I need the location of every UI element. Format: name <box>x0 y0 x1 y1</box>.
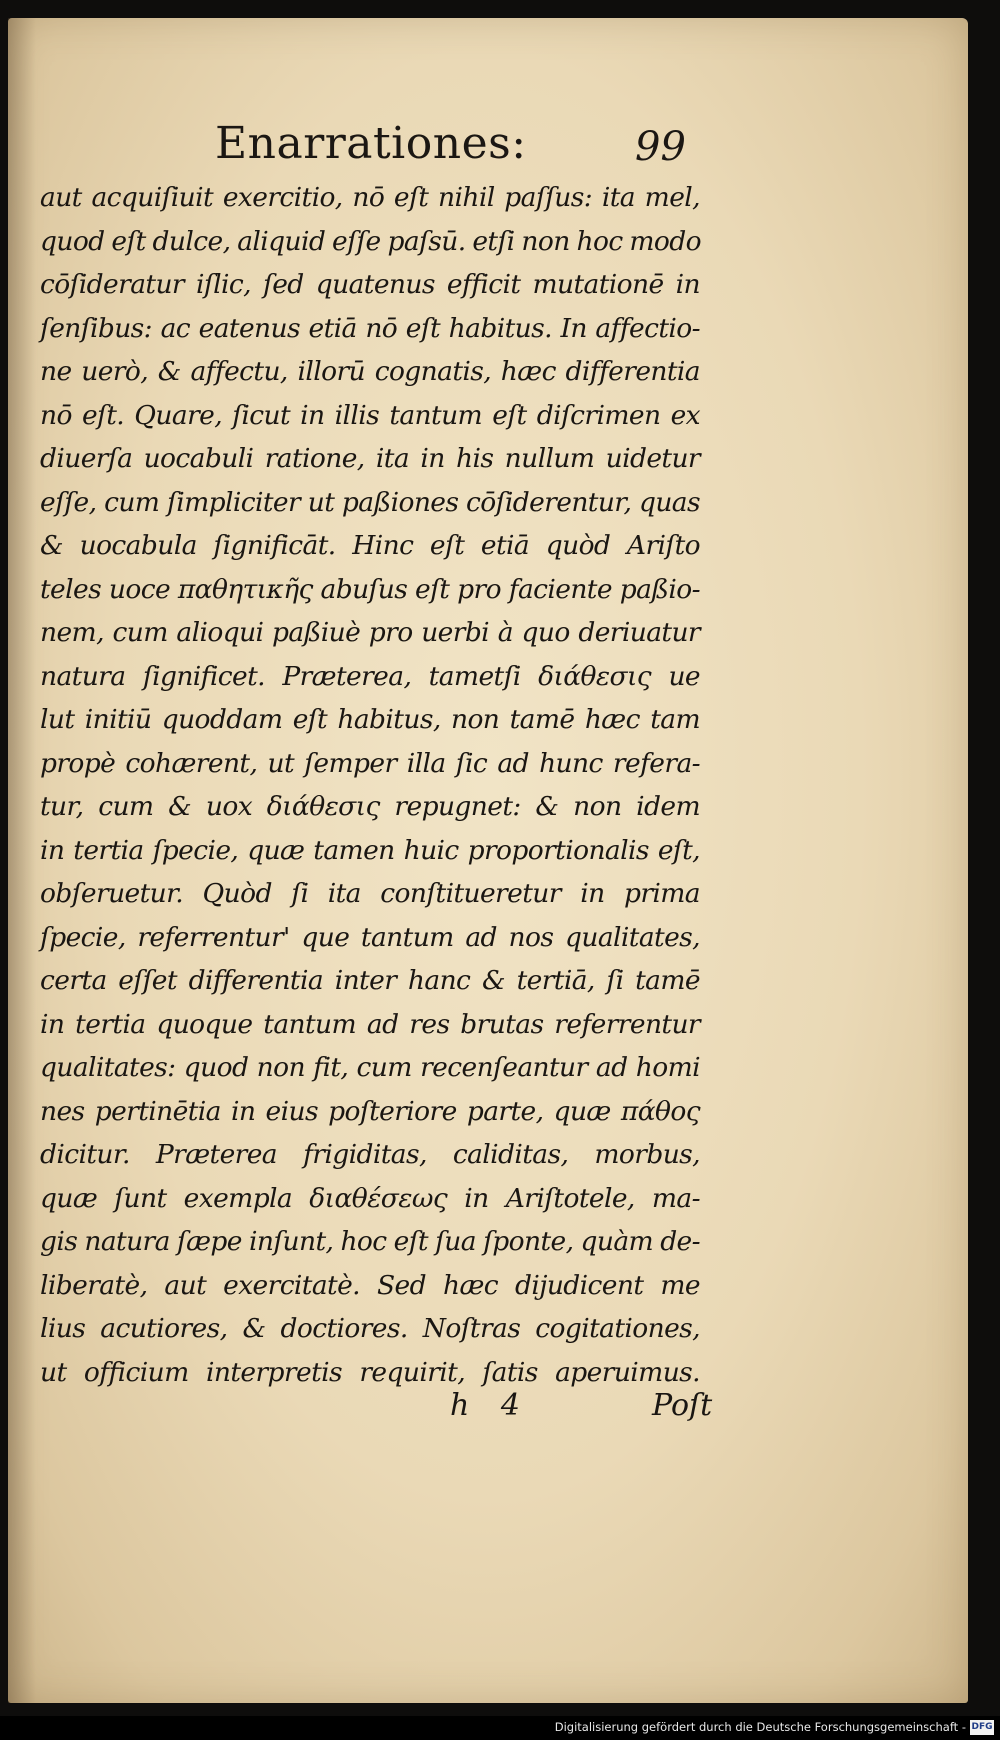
page-gutter-shadow <box>8 18 36 1703</box>
text-line: aut acquiſiuit exercitio, nō eſt nihil paſſus: ita mel, <box>40 182 700 213</box>
text-line: teles uoce παθητικῆς abuſus eſt pro faciente paßio- <box>40 573 700 605</box>
text-line: ſenſibus: ac eatenus etiā nō eſt habitus. In affectio- <box>40 312 700 344</box>
funding-credit: Digitalisierung gefördert durch die Deutsche Forschungsgemeinschaft - <box>554 1720 966 1734</box>
running-head: Enarrationes: <box>215 118 527 169</box>
catchword: Poſt <box>652 1388 713 1423</box>
text-line: liberatè, aut exercitatè. Sed hæc dijudicent me <box>40 1269 700 1301</box>
text-line: quæ ſunt exempla διαθέσεως in Ariſtotele, ma- <box>40 1182 700 1214</box>
text-line: certa eſſet differentia inter hanc & tertiā, ſi tamē <box>40 965 700 996</box>
text-line: gis natura ſæpe inſunt, hoc eſt ſua ſponte, quàm de- <box>40 1226 700 1257</box>
text-line: & uocabula ſignificāt. Hinc eſt etiā quòd Ariſto <box>40 530 700 561</box>
text-line: nem, cum alioqui paßiuè pro uerbi à quo deriuatur <box>40 617 700 648</box>
text-line: obſeruetur. Quòd ſi ita conſtitueretur in prima <box>40 878 700 909</box>
text-line: lius acutiores, & doctiores. Noſtras cogitationes, <box>40 1313 700 1344</box>
page-header <box>40 118 700 178</box>
text-line: ne uerò, & affectu, illorū cognatis, hæc differentia <box>40 356 700 387</box>
text-line: nes pertinētia in eius poſteriore parte, quæ πάθος <box>40 1095 700 1127</box>
signature-mark: h 4 <box>450 1388 520 1423</box>
dfg-logo-icon: DFG <box>970 1720 994 1735</box>
text-line: dicitur. Præterea frigiditas, caliditas, morbus, <box>40 1139 700 1170</box>
text-line: tur, cum & uox διάθεσις repugnet: & non idem <box>40 791 700 822</box>
text-line: nō eſt. Quare, ſicut in illis tantum eſt diſcrimen ex <box>40 399 700 431</box>
text-line: qualitates: quod non fit, cum recenſeantur ad homi <box>40 1052 700 1083</box>
text-line: ut officium interpretis requirit, ſatis aperuimus. <box>40 1356 700 1388</box>
text-line: diuerſa uocabuli ratione, ita in his nullum uidetur <box>40 443 700 474</box>
text-line: propè cohærent, ut ſemper illa ſic ad hunc refera- <box>40 747 700 779</box>
body-text <box>40 176 700 1394</box>
text-line: ſpecie, referrentur' que tantum ad nos qualitates, <box>40 921 700 953</box>
text-line: in tertia ſpecie, quæ tamen huic proportionalis eſt, <box>40 834 700 866</box>
text-line: lut initiū quoddam eſt habitus, non tamē hæc tam <box>40 704 700 735</box>
text-line: in tertia quoque tantum ad res brutas referrentur <box>40 1008 700 1040</box>
text-line: natura ſignificet. Præterea, tametſi διάθεσις ue <box>40 660 700 692</box>
text-line: quod eſt dulce, aliquid eſſe paſsū. etſi non hoc modo <box>40 225 701 257</box>
text-line: eſſe, cum ſimpliciter ut paßiones cōſiderentur, quas <box>40 486 700 518</box>
page-footer <box>40 1388 713 1434</box>
text-line: cōſideratur iſlic, ſed quatenus efficit mutationē in <box>40 269 700 300</box>
credit-bar <box>0 1716 1000 1740</box>
page-number: 99 <box>635 124 686 170</box>
